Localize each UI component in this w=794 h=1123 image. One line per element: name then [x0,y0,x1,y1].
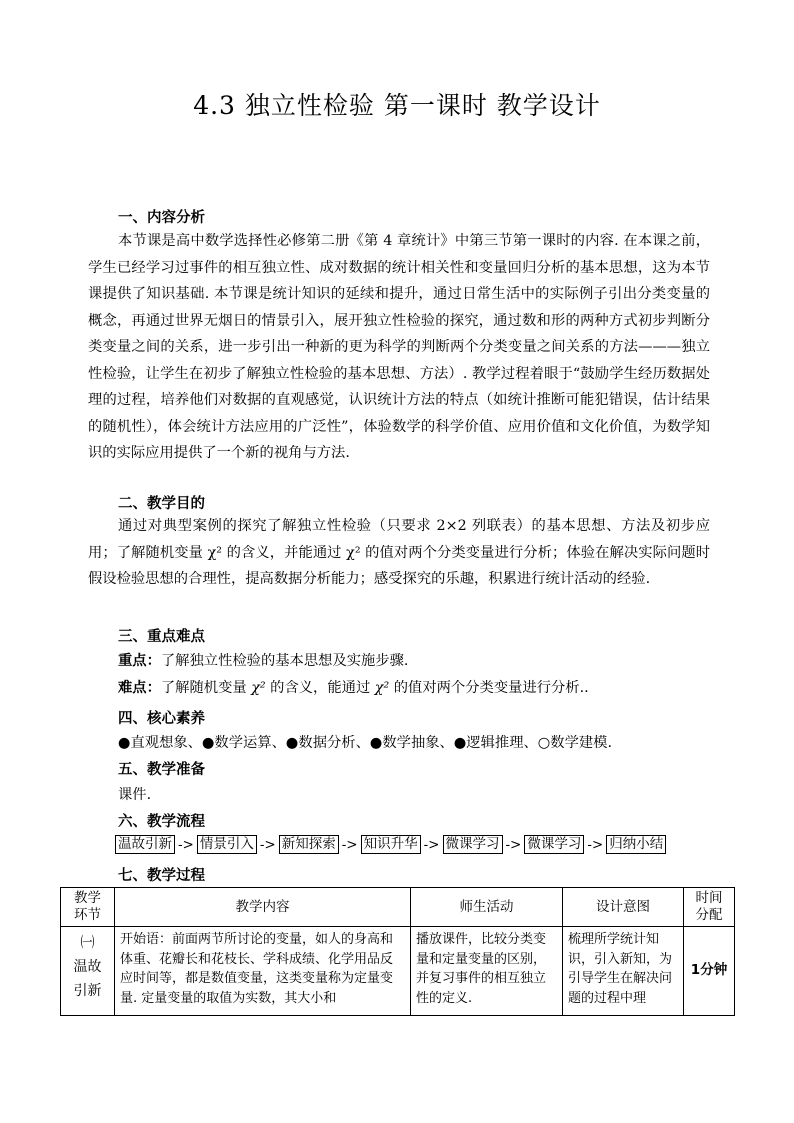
flow-step: 知识升华 [361,835,421,854]
difficulty-line [118,677,589,697]
header-time: 时间分配 [684,888,735,927]
core-literacy-text: ●直观想象、●数学运算、●数据分析、●数学抽象、●逻辑推理、○数学建模. [118,735,613,751]
core-literacy-heading: 四、核心素养 [118,711,205,727]
teaching-goal-heading: 二、教学目的 [118,496,205,512]
flow-arrow: -> [341,836,358,853]
header-section: 教学环节 [61,888,115,927]
teaching-flow-heading: 六、教学流程 [118,814,205,830]
difficulty-text-2: 的含义，能通过 [265,680,375,696]
content-analysis-heading: 一、内容分析 [118,210,205,226]
teaching-prep-heading: 五、教学准备 [118,762,205,778]
activity-cell: 播放课件，比较分类变量和定量变量的区别，并复习事件的相互独立性的定义. [411,927,563,1016]
key-point-text: 了解独立性检验的基本思想及实施步骤. [160,653,409,669]
flow-arrow: -> [259,836,276,853]
section-cell [61,927,115,1016]
content-cell: 开始语：前面两节所讨论的变量，如人的身高和体重、花瓣长和花枝长、学科成绩、化学用品反应时间等，都是数值变量，这类变量称为定量变量. 定量变量的取值为实数，其大小和 [115,927,411,1016]
flow-step: 情景引入 [197,835,257,854]
header-intent: 设计意图 [563,888,684,927]
flow-arrow: -> [587,836,604,853]
teaching-goal-text: 通过对典型案例的探究了解独立性检验（只要求 2×2 列联表）的基本思想、方法及初步应用；了解随机变量 χ² 的含义，并能通过 χ² 的值对两个分类变量进行分析；体验在解决实际问题时假设检验思想的合理性，提高数据分析能力；感受探究的乐趣，积累进行统计活动的经验. [88,518,710,587]
chi-square-symbol: χ² [251,680,266,696]
content-analysis-text: 本节课是高中数学选择性必修第二册《第 4 章统计》中第三节第一课时的内容. 在本课之前，学生已经学习过事件的相互独立性、成对数据的统计相关性和变量回归分析的基本思想，这为本节课提供了知识基础. 本节课是统计知识的延续和提升，通过日常生活中的实际例子引出分类变量的概念，再通过世界无烟日的情景引入，展开独立性检验的探究，通过数和形的两种方式初步判断分类变量之间的关系，进一步引出一种新的更为科学的判断两个分类变量之间关系的方法———独立性检验，让学生在初步了解独立性检验的基本思想、方法）. 教学过程着眼于“鼓励学生经历数据处理的过程，培养他们对数据的直观感觉，认识统计方法的特点（如统计推断可能犯错误，估计结果的随机性），体会统计方法应用的广泛性”，体验数学的科学价值、应用价值和文化价值，为数学知识的实际应用提供了一个新的视角与方法. [88,233,710,461]
flow-arrow: -> [178,836,194,853]
flow-step: 微课学习 [443,835,503,854]
difficulty-text-3: 的值对两个分类变量进行分析.. [389,680,589,696]
time-cell: 1分钟 [684,927,735,1016]
chi-square-symbol: χ² [374,680,390,696]
table-row [61,927,735,1016]
header-activity: 师生活动 [411,888,563,927]
flow-arrow: -> [423,836,440,853]
page-title: 4.3 独立性检验 第一课时 教学设计 [193,91,601,120]
flow-arrow: -> [505,836,522,853]
flow-step: 归纳小结 [606,835,666,854]
teaching-prep-text: 课件. [118,787,152,803]
table-header-row [61,888,735,927]
section-number: ㈠ [80,935,95,951]
section-name: 温故引新 [73,959,102,999]
header-content: 教学内容 [115,888,411,927]
flow-step: 新知探索 [279,835,339,854]
teaching-process-table [60,887,735,1016]
key-point-label: 重点： [118,653,161,669]
intent-cell: 梳理所学统计知识，引入新知，为引导学生在解决问题的过程中理 [563,927,684,1016]
teaching-flow [115,835,666,854]
difficulty-label: 难点： [118,680,161,696]
teaching-process-heading: 七、教学过程 [118,868,205,884]
key-points-heading: 三、重点难点 [118,629,205,645]
difficulty-text-1: 了解随机变量 [160,680,252,696]
flow-step: 温故引新 [115,835,175,854]
key-point-line [118,650,408,670]
flow-step: 微课学习 [524,835,584,854]
